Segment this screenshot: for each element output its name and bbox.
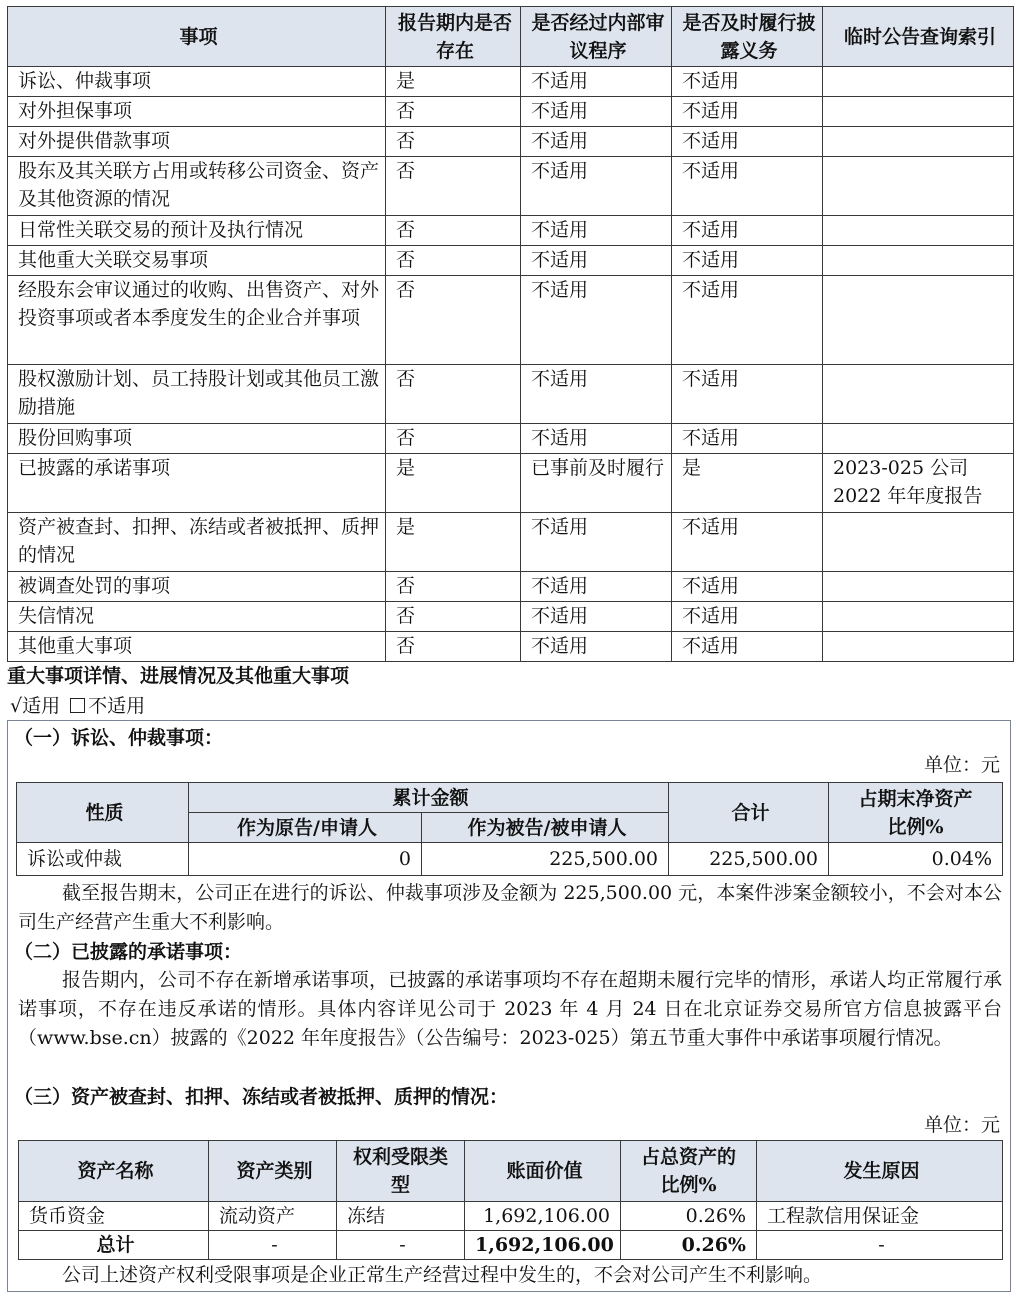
lit-nature: 诉讼或仲裁 — [17, 843, 189, 876]
section1-title: （一）诉讼、仲裁事项： — [14, 727, 224, 749]
table-row — [8, 157, 1014, 216]
row-disclose: 不适用 — [672, 513, 823, 572]
table-row — [8, 365, 1014, 424]
row-disclose: 不适用 — [672, 602, 823, 632]
row-review: 已事前及时履行 — [521, 454, 672, 513]
table-header-row — [19, 1141, 1003, 1202]
asset-type: 冻结 — [337, 1202, 465, 1231]
total-reason: - — [757, 1231, 1003, 1260]
table-row — [8, 454, 1014, 513]
table-row — [8, 424, 1014, 454]
row-disclose: 不适用 — [672, 572, 823, 602]
row-exists: 否 — [386, 365, 521, 424]
total-value: 1,692,106.00 — [465, 1231, 621, 1260]
row-disclose: 不适用 — [672, 97, 823, 127]
table-row — [8, 572, 1014, 602]
asset-name: 货币资金 — [19, 1202, 209, 1231]
table-row — [8, 276, 1014, 365]
details-heading: 重大事项详情、进展情况及其他重大事项 — [7, 665, 350, 687]
header-disclose: 是否及时履行披露义务 — [672, 7, 823, 67]
litigation-table — [16, 782, 1003, 876]
row-disclose: 不适用 — [672, 632, 823, 662]
row-exists: 否 — [386, 97, 521, 127]
row-exists: 是 — [386, 454, 521, 513]
row-disclose: 不适用 — [672, 424, 823, 454]
row-review: 不适用 — [521, 157, 672, 216]
row-exists: 否 — [386, 157, 521, 216]
header-item: 事项 — [8, 7, 386, 67]
total-ratio: 0.26% — [621, 1231, 757, 1260]
table-row — [8, 67, 1014, 97]
lit-header-plaintiff: 作为原告/申请人 — [189, 813, 422, 843]
row-exists: 否 — [386, 632, 521, 662]
section2-title: （二）已披露的承诺事项： — [14, 941, 243, 963]
row-item: 其他重大事项 — [8, 632, 386, 662]
row-exists: 是 — [386, 67, 521, 97]
row-disclose: 是 — [672, 454, 823, 513]
total-label: 总计 — [19, 1231, 209, 1260]
table-row — [8, 632, 1014, 662]
row-index — [823, 632, 1014, 662]
row-review: 不适用 — [521, 513, 672, 572]
row-disclose: 不适用 — [672, 157, 823, 216]
section3-paragraph: 公司上述资产权利受限事项是企业正常生产经营过程中发生的，不会对公司产生不利影响。 — [62, 1264, 823, 1286]
lit-header-cumulative: 累计金额 — [189, 783, 669, 813]
row-disclose: 不适用 — [672, 246, 823, 276]
row-disclose: 不适用 — [672, 216, 823, 246]
total-row — [19, 1231, 1003, 1260]
row-disclose: 不适用 — [672, 365, 823, 424]
asset-header-ratio: 占总资产的比例% — [621, 1141, 757, 1202]
row-exists: 否 — [386, 216, 521, 246]
row-item: 失信情况 — [8, 602, 386, 632]
asset-header-value: 账面价值 — [465, 1141, 621, 1202]
asset-header-name: 资产名称 — [19, 1141, 209, 1202]
section1-paragraph: 截至报告期末，公司正在进行的诉讼、仲裁事项涉及金额为 225,500.00 元，本案件涉案金额较小，不会对本公司生产经营产生重大不利影响。 — [18, 882, 1002, 933]
asset-header-reason: 发生原因 — [757, 1141, 1003, 1202]
row-item: 日常性关联交易的预计及执行情况 — [8, 216, 386, 246]
restricted-assets-table — [18, 1140, 1003, 1260]
row-exists: 否 — [386, 572, 521, 602]
row-item: 股份回购事项 — [8, 424, 386, 454]
row-review: 不适用 — [521, 246, 672, 276]
row-review: 不适用 — [521, 365, 672, 424]
table-row — [8, 513, 1014, 572]
row-item: 股权激励计划、员工持股计划或其他员工激励措施 — [8, 365, 386, 424]
table-row — [8, 602, 1014, 632]
lit-plaintiff: 0 — [189, 843, 422, 876]
row-item: 对外担保事项 — [8, 97, 386, 127]
row-item: 已披露的承诺事项 — [8, 454, 386, 513]
asset-category: 流动资产 — [209, 1202, 337, 1231]
asset-header-type: 权利受限类型 — [337, 1141, 465, 1202]
row-index — [823, 424, 1014, 454]
table-row — [19, 1202, 1003, 1231]
row-item: 对外提供借款事项 — [8, 127, 386, 157]
row-review: 不适用 — [521, 602, 672, 632]
table-row — [8, 97, 1014, 127]
row-review: 不适用 — [521, 216, 672, 246]
not-applicable-option: 不适用 — [88, 695, 146, 717]
asset-ratio: 0.26% — [621, 1202, 757, 1231]
row-item: 资产被查封、扣押、冻结或者被抵押、质押的情况 — [8, 513, 386, 572]
row-review: 不适用 — [521, 632, 672, 662]
lit-header-defendant: 作为被告/被申请人 — [422, 813, 669, 843]
row-exists: 否 — [386, 602, 521, 632]
section2-paragraph: 报告期内，公司不存在新增承诺事项，已披露的承诺事项均不存在超期未履行完毕的情形，承诺人均正常履行承诺事项，不存在违反承诺的情形。具体内容详见公司于 2023 年 4 月 24 日在北京证券交易所官方信息披露平台（www.bse.cn）披露的《2022 年年度报告》（公告编号：2023-025）第五节重大事件中承诺事项履行情况。 — [18, 969, 1002, 1049]
header-review: 是否经过内部审议程序 — [521, 7, 672, 67]
row-exists: 否 — [386, 424, 521, 454]
row-index — [823, 67, 1014, 97]
section3-title: （三）资产被查封、扣押、冻结或者被抵押、质押的情况： — [14, 1086, 509, 1108]
row-index — [823, 216, 1014, 246]
major-events-table — [7, 6, 1014, 662]
row-disclose: 不适用 — [672, 276, 823, 365]
row-index — [823, 157, 1014, 216]
row-review: 不适用 — [521, 67, 672, 97]
row-review: 不适用 — [521, 424, 672, 454]
row-index — [823, 513, 1014, 572]
row-item: 诉讼、仲裁事项 — [8, 67, 386, 97]
row-index — [823, 365, 1014, 424]
lit-header-ratio: 占期末净资产比例% — [829, 783, 1003, 843]
row-index — [823, 127, 1014, 157]
row-index — [823, 572, 1014, 602]
row-index — [823, 246, 1014, 276]
row-disclose: 不适用 — [672, 67, 823, 97]
asset-header-category: 资产类别 — [209, 1141, 337, 1202]
table-row — [8, 216, 1014, 246]
row-index — [823, 276, 1014, 365]
row-item: 被调查处罚的事项 — [8, 572, 386, 602]
lit-total: 225,500.00 — [669, 843, 829, 876]
section3-unit: 单位：元 — [923, 1114, 1000, 1136]
table-row — [8, 127, 1014, 157]
asset-value: 1,692,106.00 — [465, 1202, 621, 1231]
header-index: 临时公告查询索引 — [823, 7, 1014, 67]
lit-header-total: 合计 — [669, 783, 829, 843]
asset-reason: 工程款信用保证金 — [757, 1202, 1003, 1231]
row-disclose: 不适用 — [672, 127, 823, 157]
header-exists: 报告期内是否存在 — [386, 7, 521, 67]
row-exists: 否 — [386, 246, 521, 276]
row-item: 其他重大关联交易事项 — [8, 246, 386, 276]
row-review: 不适用 — [521, 97, 672, 127]
row-review: 不适用 — [521, 127, 672, 157]
row-exists: 否 — [386, 276, 521, 365]
row-item: 经股东会审议通过的收购、出售资产、对外投资事项或者本季度发生的企业合并事项 — [8, 276, 386, 365]
lit-ratio: 0.04% — [829, 843, 1003, 876]
lit-defendant: 225,500.00 — [422, 843, 669, 876]
empty-checkbox-icon — [70, 698, 85, 713]
lit-header-nature: 性质 — [17, 783, 189, 843]
applicable-option: 适用 — [22, 695, 61, 717]
row-index — [823, 97, 1014, 127]
row-item: 股东及其关联方占用或转移公司资金、资产及其他资源的情况 — [8, 157, 386, 216]
row-index: 2023-025 公司 2022 年年度报告 — [823, 454, 1014, 513]
row-exists: 是 — [386, 513, 521, 572]
row-index — [823, 602, 1014, 632]
row-review: 不适用 — [521, 572, 672, 602]
row-exists: 否 — [386, 127, 521, 157]
applicability-selector — [10, 692, 145, 720]
table-row — [17, 843, 1003, 876]
total-category: - — [209, 1231, 337, 1260]
section1-unit: 单位：元 — [923, 754, 1000, 776]
total-type: - — [337, 1231, 465, 1260]
table-row — [8, 246, 1014, 276]
check-mark-icon: √ — [10, 695, 23, 717]
row-review: 不适用 — [521, 276, 672, 365]
table-header-row — [8, 7, 1014, 67]
